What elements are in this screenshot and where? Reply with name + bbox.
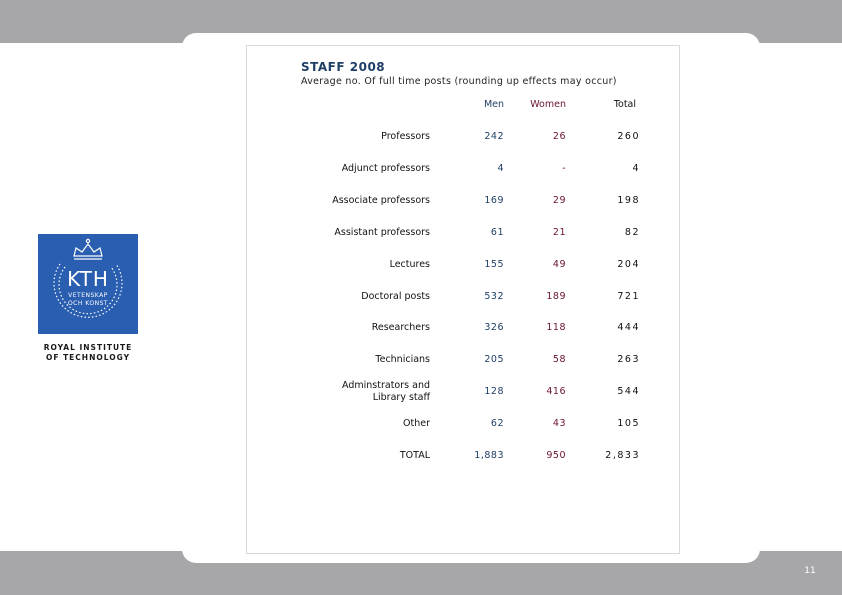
cell-total: 444 <box>617 322 640 334</box>
kth-logo <box>38 234 138 334</box>
logo-caption-line-2: OF TECHNOLOGY <box>45 353 131 362</box>
cell-women: 43 <box>552 418 566 430</box>
row-label: Lectures <box>389 258 430 270</box>
cell-women: 49 <box>552 258 566 270</box>
header-women: Women <box>530 99 566 110</box>
cell-total: 721 <box>617 290 640 302</box>
cell-women: - <box>562 162 566 174</box>
row-label: Associate professors <box>332 194 430 206</box>
cell-men: 205 <box>484 354 504 366</box>
page-number: 11 <box>804 566 816 576</box>
logo-caption <box>33 343 143 363</box>
cell-men: 62 <box>490 418 504 430</box>
slide-subtitle: Average no. Of full time posts (rounding up effects may occur) <box>301 76 617 87</box>
table-row <box>280 417 650 447</box>
cell-total: 82 <box>624 226 640 238</box>
row-label: Doctoral posts <box>361 290 430 302</box>
cell-women: 29 <box>552 194 566 206</box>
cell-men: 242 <box>484 131 504 142</box>
cell-men: 61 <box>490 226 504 238</box>
cell-women: 21 <box>552 226 566 238</box>
cell-women: 26 <box>552 131 566 142</box>
logo-subtext-2: OCH KONST <box>67 300 109 307</box>
cell-women: 118 <box>546 322 566 334</box>
cell-men: 1,883 <box>474 450 504 461</box>
table-row <box>280 353 650 383</box>
row-label: TOTAL <box>399 450 430 461</box>
table-row <box>280 380 650 415</box>
cell-total: 263 <box>617 354 640 366</box>
logo-caption-line-1: ROYAL INSTITUTE <box>43 343 133 352</box>
row-label: Other <box>403 418 430 430</box>
cell-men: 155 <box>484 258 504 270</box>
cell-men: 169 <box>484 194 504 206</box>
slide-title: STAFF 2008 <box>301 60 386 74</box>
row-label: Adjunct professors <box>341 162 430 174</box>
cell-men: 4 <box>497 162 504 174</box>
cell-total: 204 <box>617 258 640 270</box>
table-row <box>280 194 650 224</box>
header-men: Men <box>483 99 504 110</box>
cell-total: 105 <box>617 418 640 430</box>
table-row <box>280 130 650 160</box>
row-label: Adminstrators and Library staff <box>342 380 430 404</box>
cell-total: 198 <box>617 194 640 206</box>
cell-total: 4 <box>632 162 640 174</box>
cell-women: 416 <box>546 386 566 398</box>
cell-men: 128 <box>484 386 504 398</box>
cell-total: 260 <box>617 131 640 142</box>
cell-men: 532 <box>484 290 504 302</box>
table-row <box>280 162 650 192</box>
table-row <box>280 258 650 288</box>
cell-women: 950 <box>546 450 566 461</box>
row-label: Assistant professors <box>334 226 430 238</box>
row-label: Technicians <box>375 354 430 366</box>
table-row <box>280 321 650 351</box>
cell-total: 544 <box>617 386 640 398</box>
cell-total: 2,833 <box>605 450 640 461</box>
cell-women: 58 <box>552 354 566 366</box>
row-label: Researchers <box>371 322 430 334</box>
header-total: Total <box>613 99 636 110</box>
cell-men: 326 <box>484 322 504 334</box>
row-label: Professors <box>381 131 430 142</box>
kth-crown-wreath-icon <box>38 234 138 334</box>
logo-subtext-1: VETENSKAP <box>68 292 108 299</box>
logo-mark-text: KTH <box>67 267 109 291</box>
table-row <box>280 449 650 479</box>
table-row <box>280 290 650 320</box>
cell-women: 189 <box>546 290 566 302</box>
table-row <box>280 226 650 256</box>
